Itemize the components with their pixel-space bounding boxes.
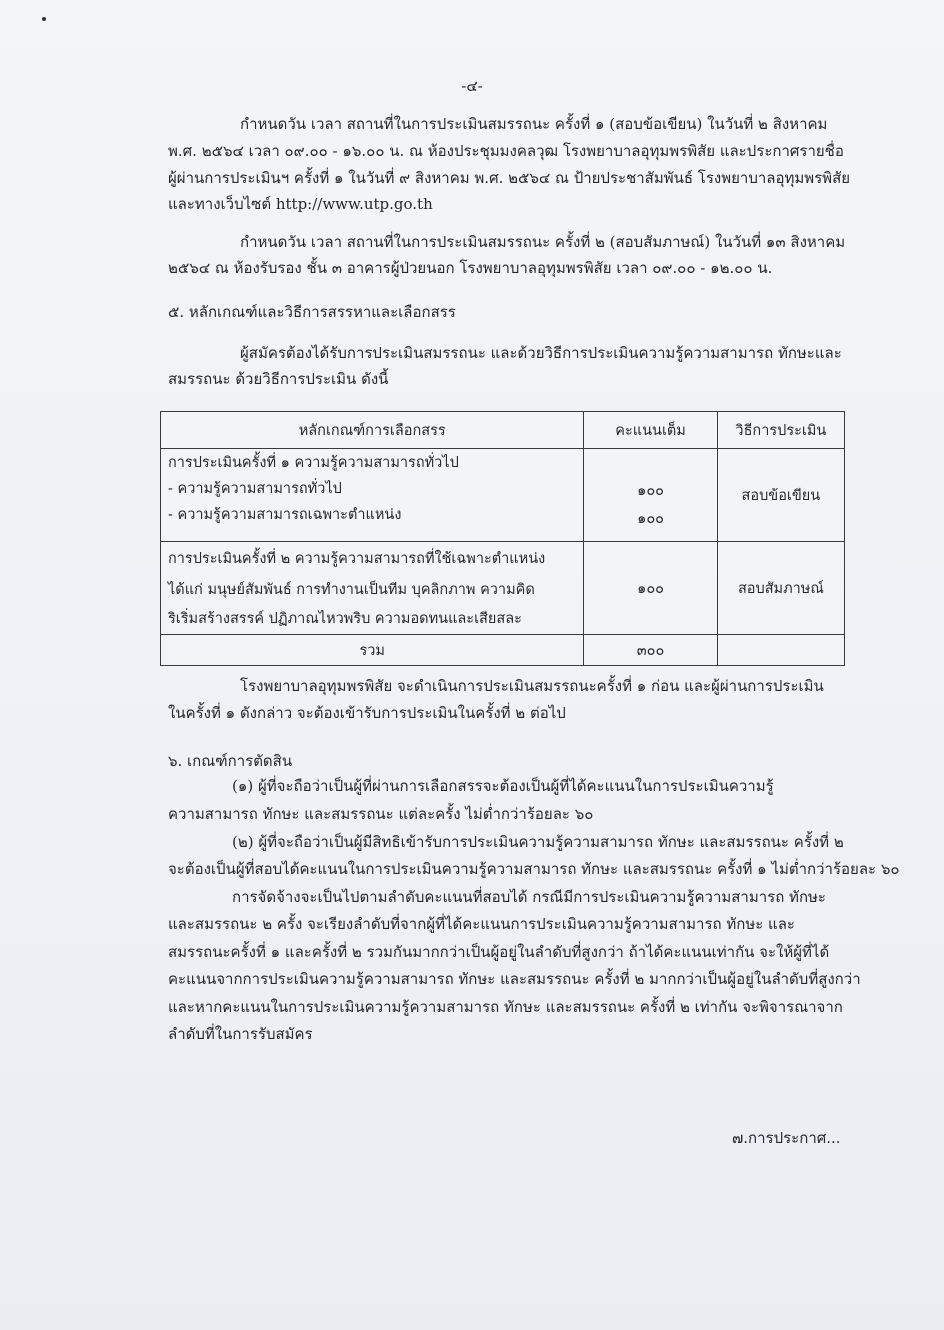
paragraph-line: และทางเว็บไซต์ http://www.utp.go.th	[168, 195, 433, 213]
paragraph-line: ความสามารถ ทักษะ และสมรรถนะ แต่ละครั้ง ไม่ต่ำกว่าร้อยละ ๖๐	[168, 805, 594, 823]
table-header-row	[161, 412, 845, 449]
column-header: วิธีการประเมิน	[717, 412, 844, 449]
cell-line: ริเริ่มสร้างสรรค์ ปฏิภาณไหวพริบ ความอดทนและเสียสละ	[168, 611, 522, 627]
continuation-note: ๗.การประกาศ...	[732, 1129, 841, 1147]
method-value: สอบข้อเขียน	[741, 487, 821, 504]
cell-line: การประเมินครั้งที่ ๒ ความรู้ความสามารถที่ใช้เฉพาะตำแหน่ง	[168, 551, 546, 567]
paragraph-line: จะต้องเป็นผู้ที่สอบได้คะแนนในการประเมินความรู้ความสามารถ ทักษะ และสมรรถนะ ครั้งที่ ๑ ไม่ต่ำกว่าร้อยละ ๖๐	[168, 860, 900, 878]
section-heading: ๖. เกณฑ์การตัดสิน	[168, 752, 293, 770]
paragraph-line: และหากคะแนนในการประเมินความรู้ความสามารถ ทักษะ และสมรรถนะ ครั้งที่ ๒ เท่ากัน จะพิจารณาจาก	[168, 998, 843, 1016]
column-header: หลักเกณฑ์การเลือกสรร	[161, 412, 584, 449]
score-value: ๑๐๐	[637, 580, 665, 597]
paragraph-line: และสมรรถนะ ๒ ครั้ง จะเรียงลำดับที่จากผู้ที่ได้คะแนนการประเมินความรู้ความสามารถ ทักษะ และ	[168, 915, 795, 933]
section-heading: ๕. หลักเกณฑ์และวิธีการสรรหาและเลือกสรร	[168, 303, 456, 321]
method-value: สอบสัมภาษณ์	[737, 580, 824, 597]
paragraph-line: (๑) ผู้ที่จะถือว่าเป็นผู้ที่ผ่านการเลือกสรรจะต้องเป็นผู้ที่ได้คะแนนในการประเมินความรู้	[232, 777, 774, 795]
table-row	[161, 542, 845, 635]
table-total-row	[161, 635, 845, 666]
speck-mark	[42, 17, 46, 21]
total-label: รวม	[161, 635, 584, 666]
cell-line: - ความรู้ความสามารถเฉพาะตำแหน่ง	[168, 507, 402, 523]
paragraph-line: โรงพยาบาลอุทุมพรพิสัย จะดำเนินการประเมินสมรรถนะครั้งที่ ๑ ก่อน และผู้ผ่านการประเมิน	[240, 677, 824, 695]
table-cell	[584, 449, 717, 542]
paragraph-line: สมรรถนะครั้งที่ ๑ และครั้งที่ ๒ รวมกันมากกว่าเป็นผู้อยู่ในลำดับที่สูงกว่า ถ้าได้คะแนนเท่ากัน จะให้ผู้ที่ได้	[168, 943, 830, 961]
paragraph-line: ผู้ผ่านการประเมินฯ ครั้งที่ ๑ ในวันที่ ๙ สิงหาคม พ.ศ. ๒๕๖๔ ณ ป้ายประชาสัมพันธ์ โรงพยาบาลอุทุมพรพิสัย	[168, 169, 851, 187]
table-cell	[717, 635, 844, 666]
total-score: ๓๐๐	[584, 635, 717, 666]
table-cell	[717, 542, 844, 635]
page-number: -๔-	[461, 77, 483, 95]
table-cell	[717, 449, 844, 542]
paragraph-line: ในครั้งที่ ๑ ดังกล่าว จะต้องเข้ารับการประเมินในครั้งที่ ๒ ต่อไป	[168, 704, 566, 722]
criteria-table	[160, 411, 845, 666]
paragraph-line: การจัดจ้างจะเป็นไปตามลำดับคะแนนที่สอบได้ กรณีมีการประเมินความรู้ความสามารถ ทักษะ	[232, 888, 826, 906]
cell-line: - ความรู้ความสามารถทั่วไป	[168, 481, 342, 497]
paragraph-line: ผู้สมัครต้องได้รับการประเมินสมรรถนะ และด้วยวิธีการประเมินความรู้ความสามารถ ทักษะและ	[240, 344, 842, 362]
cell-line: การประเมินครั้งที่ ๑ ความรู้ความสามารถทั่วไป	[168, 455, 459, 471]
paragraph-line: คะแนนจากการประเมินความรู้ความสามารถ ทักษะ และสมรรถนะ ครั้งที่ ๒ มากกว่าเป็นผู้อยู่ในลำดับที่สูงกว่า	[168, 970, 861, 988]
table-cell	[161, 542, 584, 635]
paragraph-line: ๒๕๖๔ ณ ห้องรับรอง ชั้น ๓ อาคารผู้ป่วยนอก โรงพยาบาลอุทุมพรพิสัย เวลา ๐๙.๐๐ - ๑๒.๐๐ น.	[168, 259, 773, 277]
column-header: คะแนนเต็ม	[584, 412, 717, 449]
score-value: ๑๐๐	[637, 483, 665, 499]
paragraph-line: พ.ศ. ๒๕๖๔ เวลา ๐๙.๐๐ - ๑๖.๐๐ น. ณ ห้องประชุมมงคลวุฒ โรงพยาบาลอุทุมพรพิสัย และประกาศรายชื่อ	[168, 142, 844, 160]
cell-line: ได้แก่ มนุษย์สัมพันธ์ การทำงานเป็นทีม บุคลิกภาพ ความคิด	[168, 582, 535, 598]
paragraph-line: (๒) ผู้ที่จะถือว่าเป็นผู้มีสิทธิเข้ารับการประเมินความรู้ความสามารถ ทักษะ และสมรรถนะ ครั้งที่ ๒	[232, 833, 844, 851]
table-row	[161, 449, 845, 542]
paragraph-line: สมรรถนะ ด้วยวิธีการประเมิน ดังนี้	[168, 370, 389, 388]
table-cell	[161, 449, 584, 542]
score-value: ๑๐๐	[637, 511, 665, 527]
paragraph-line: ลำดับที่ในการรับสมัคร	[168, 1025, 313, 1043]
table-cell	[584, 542, 717, 635]
paragraph-line: กำหนดวัน เวลา สถานที่ในการประเมินสมรรถนะ ครั้งที่ ๑ (สอบข้อเขียน) ในวันที่ ๒ สิงหาคม	[240, 115, 828, 133]
paragraph-line: กำหนดวัน เวลา สถานที่ในการประเมินสมรรถนะ ครั้งที่ ๒ (สอบสัมภาษณ์) ในวันที่ ๑๓ สิงหาคม	[240, 233, 846, 251]
